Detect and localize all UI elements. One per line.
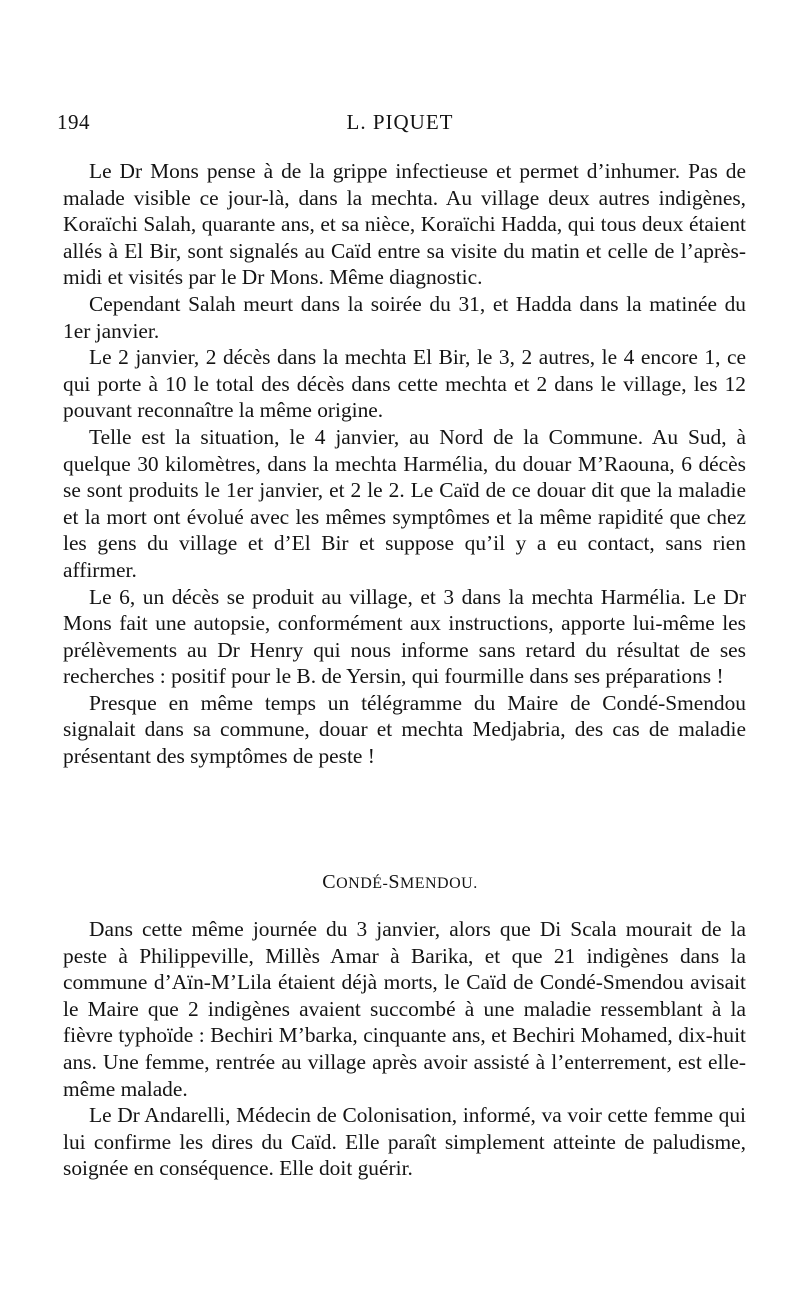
heading-smallcaps: ONDÉ- (336, 875, 389, 892)
section-heading-conde-smendou (0, 871, 800, 894)
page-number: 194 (57, 110, 90, 134)
paragraph: Presque en même temps un télégramme du Maire de Condé-Smendou signalait dans sa commune, douar et mechta Medjabria, des cas de maladie présentant des symptômes de peste ! (63, 690, 746, 769)
paragraph: Telle est la situation, le 4 janvier, au Nord de la Commune. Au Sud, à quelque 30 kilomètres, dans la mechta Harmélia, du douar M’Raouna, 6 décès se sont produits le 1er janvier, et 2 le 2. Le Caïd de ce douar dit que la maladie et la mort ont évolué avec les mêmes symptômes et la même rapidité que chez les gens du village et d’El Bir et suppose qu’il y a eu contact, sans rien affirmer. (63, 424, 746, 582)
paragraph: Le 2 janvier, 2 décès dans la mechta El Bir, le 3, 2 autres, le 4 encore 1, ce qui porte à 10 le total des décès dans cette mechta et 2 dans le village, les 12 pouvant reconnaître la même origine. (63, 345, 746, 423)
heading-initial: C (322, 871, 337, 893)
running-head: L. PIQUET (346, 110, 454, 134)
paragraph: Le Dr Mons pense à de la grippe infectieuse et permet d’inhumer. Pas de malade visible ce jour-là, dans la mechta. Au village deux autres indigènes, Koraïchi Salah, quarante ans, et sa nièce, Koraïchi Hadda, qui tous deux étaient allés à El Bir, sont signalés au Caïd entre sa visite du matin et celle de l’après-midi et visités par le Dr Mons. Même diagnostic. (63, 159, 746, 290)
heading-initial: S (388, 871, 400, 893)
paragraph: Le Dr Andarelli, Médecin de Colonisation, informé, va voir cette femme qui lui confirme les dires du Caïd. Elle paraît simplement atteinte de paludisme, soignée en conséquence. Elle doit guérir. (63, 1103, 746, 1181)
heading-smallcaps: MENDOU. (400, 875, 478, 892)
paragraph: Le 6, un décès se produit au village, et 3 dans la mechta Harmélia. Le Dr Mons fait une autopsie, conformément aux instructions, apporte lui-même les prélèvements au Dr Henry qui nous informe sans retard du résultat de ses recherches : positif pour le B. de Yersin, qui fourmille dans ses préparations ! (63, 584, 746, 689)
text-block-mons (63, 158, 746, 770)
paragraph: Cependant Salah meurt dans la soirée du 31, et Hadda dans la matinée du 1er janvier. (63, 291, 746, 343)
text-block-conde-smendou (63, 916, 746, 1182)
paragraph: Dans cette même journée du 3 janvier, alors que Di Scala mourait de la peste à Philippeville, Millès Amar à Barika, et que 21 indigènes dans la commune d’Aïn-M’Lila étaient déjà morts, le Caïd de Condé-Smendou avisait le Maire que 2 indigènes avaient succombé à une maladie ressemblant à la fièvre typhoïde : Bechiri M’barka, cinquante ans, et Bechiri Mohamed, dix-huit ans. Une femme, rentrée au village après avoir assisté à l’enterrement, est elle-même malade. (63, 917, 746, 1101)
